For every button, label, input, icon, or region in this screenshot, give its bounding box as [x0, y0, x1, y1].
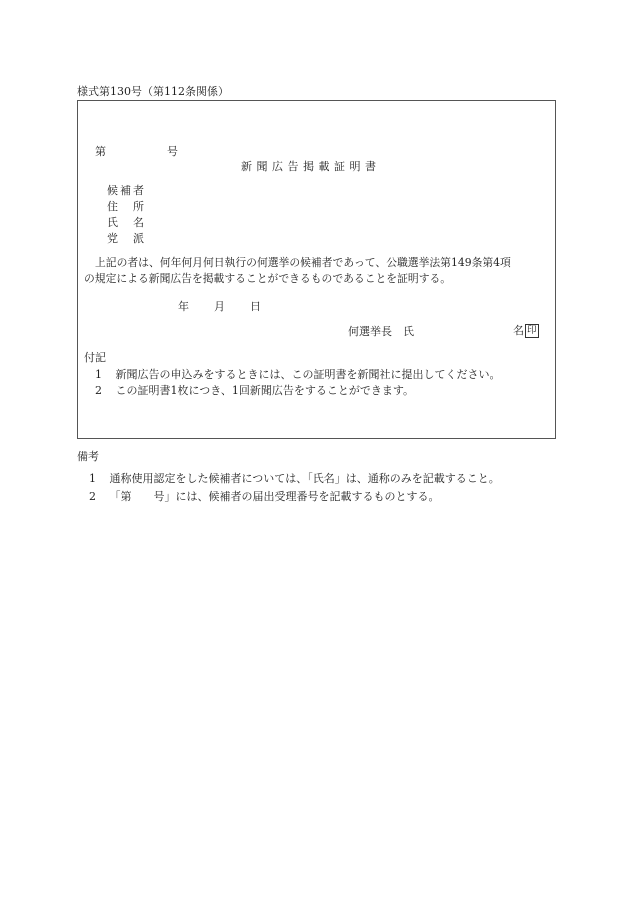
note-item	[95, 369, 501, 380]
remark-item	[89, 491, 440, 502]
signer-title: 何選挙長 氏	[348, 325, 414, 338]
field-name: 氏 名	[107, 216, 146, 229]
certificate-number-prefix: 第	[95, 145, 106, 158]
field-party: 党 派	[107, 232, 146, 245]
date-year: 年	[178, 300, 189, 313]
remark-item	[89, 473, 500, 484]
note-number: 1	[95, 368, 102, 381]
form-number-header: 様式第130号（第112条関係）	[77, 85, 229, 98]
remark-text: 「第 号」には、候補者の届出受理番号を記載するものとする。	[109, 490, 440, 503]
date-day: 日	[250, 300, 261, 313]
field-address: 住 所	[107, 200, 146, 213]
signer-name-label: 名	[513, 324, 524, 337]
note-number: 2	[95, 384, 102, 397]
note-item	[95, 385, 414, 396]
certificate-body-line-1: 上記の者は、何年何月何日執行の何選挙の候補者であって、公職選挙法第149条第4項	[95, 256, 511, 269]
field-candidate: 候補者	[107, 184, 146, 197]
note-text: 新聞広告の申込みをするときには、この証明書を新聞社に提出してください。	[115, 368, 501, 381]
seal-mark: 印	[527, 325, 537, 336]
certificate-number-suffix: 号	[167, 145, 178, 158]
note-text: この証明書1枚につき、1回新聞広告をすることができます。	[115, 384, 414, 397]
remark-text: 通称使用認定をした候補者については、「氏名」は、通称のみを記載すること。	[109, 472, 500, 485]
remark-number: 1	[89, 472, 96, 485]
date-month: 月	[214, 300, 225, 313]
remark-number: 2	[89, 490, 96, 503]
remarks-title: 備考	[77, 450, 99, 463]
document-title: 新聞広告掲載証明書	[241, 160, 381, 173]
certificate-body-line-2: の規定による新聞広告を掲載することができるものであることを証明する。	[84, 272, 452, 285]
signer-name	[513, 324, 539, 338]
notes-title: 付記	[84, 351, 106, 364]
